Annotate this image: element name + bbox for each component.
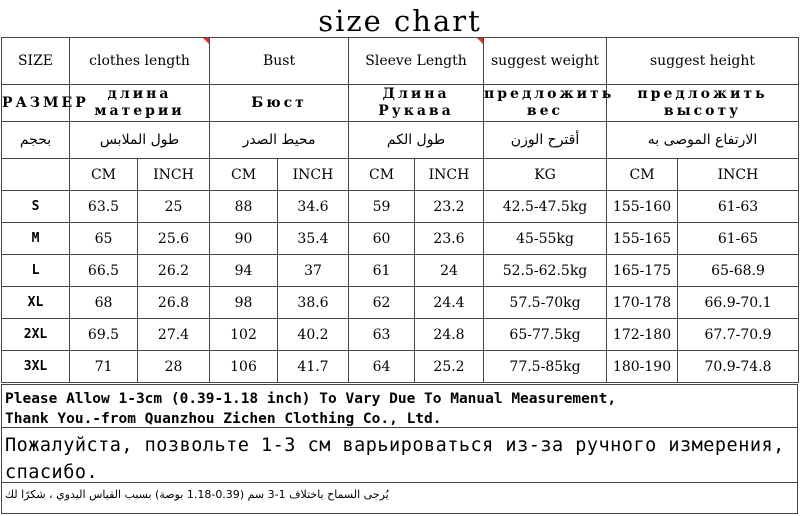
value-cell: 65-77.5kg (484, 319, 607, 351)
note-arabic: يُرجى السماح باختلاف 1-3 سم (0.39-1.18 بوصة) بسبب القياس اليدوي ، شكرًا لك (5, 488, 389, 501)
value-cell: 66.5 (70, 255, 138, 287)
value-cell: 62 (349, 287, 415, 319)
header-row-ar (2, 122, 799, 159)
value-cell: 88 (210, 191, 278, 223)
value-cell: 23.2 (415, 191, 484, 223)
value-cell: 59 (349, 191, 415, 223)
unit-cell: CM (607, 159, 678, 191)
header-suggest-weight: suggest weight (484, 38, 607, 85)
table-row (2, 191, 799, 223)
value-cell: 45-55kg (484, 223, 607, 255)
header-sleeve-length: Sleeve Length (349, 38, 484, 85)
value-cell: 28 (138, 351, 210, 383)
value-cell: 165-175 (607, 255, 678, 287)
value-cell: 26.8 (138, 287, 210, 319)
value-cell: 25.2 (415, 351, 484, 383)
data-rows (2, 191, 799, 383)
value-cell: 42.5-47.5kg (484, 191, 607, 223)
size-cell: XL (2, 287, 70, 319)
divider (2, 482, 797, 483)
value-cell: 24.4 (415, 287, 484, 319)
header-clothes-length: clothes length (70, 38, 210, 85)
value-cell: 67.7-70.9 (678, 319, 799, 351)
value-cell: 38.6 (278, 287, 349, 319)
value-cell: 25 (138, 191, 210, 223)
unit-cell: INCH (678, 159, 799, 191)
header-bust-ru: Бюст (210, 85, 349, 122)
value-cell: 24 (415, 255, 484, 287)
table-row (2, 351, 799, 383)
header-bust-ar: محيط الصدر (210, 122, 349, 159)
unit-cell: CM (210, 159, 278, 191)
table-row (2, 319, 799, 351)
value-cell: 35.4 (278, 223, 349, 255)
size-chart-table (1, 37, 799, 383)
value-cell: 23.6 (415, 223, 484, 255)
value-cell: 61-63 (678, 191, 799, 223)
table-row (2, 255, 799, 287)
value-cell: 71 (70, 351, 138, 383)
value-cell: 66.9-70.1 (678, 287, 799, 319)
value-cell: 172-180 (607, 319, 678, 351)
value-cell: 41.7 (278, 351, 349, 383)
value-cell: 94 (210, 255, 278, 287)
value-cell: 34.6 (278, 191, 349, 223)
table-row (2, 287, 799, 319)
header-suggest-height-ar: الارتفاع الموصى به (607, 122, 799, 159)
divider (2, 427, 797, 428)
size-cell: 3XL (2, 351, 70, 383)
value-cell: 64 (349, 351, 415, 383)
unit-cell: CM (349, 159, 415, 191)
unit-cell-empty (2, 159, 70, 191)
value-cell: 70.9-74.8 (678, 351, 799, 383)
header-sleeve-length-ar: طول الكم (349, 122, 484, 159)
value-cell: 37 (278, 255, 349, 287)
value-cell: 61 (349, 255, 415, 287)
value-cell: 77.5-85kg (484, 351, 607, 383)
value-cell: 57.5-70kg (484, 287, 607, 319)
unit-cell: INCH (278, 159, 349, 191)
size-cell: 2XL (2, 319, 70, 351)
header-size: SIZE (2, 38, 70, 85)
unit-row (2, 159, 799, 191)
unit-cell: CM (70, 159, 138, 191)
value-cell: 65 (70, 223, 138, 255)
notes-box (1, 384, 798, 514)
header-row-ru (2, 85, 799, 122)
value-cell: 155-160 (607, 191, 678, 223)
value-cell: 27.4 (138, 319, 210, 351)
value-cell: 65-68.9 (678, 255, 799, 287)
value-cell: 25.6 (138, 223, 210, 255)
value-cell: 180-190 (607, 351, 678, 383)
header-suggest-weight-ru: предложить вес (484, 85, 607, 122)
header-size-ru: РАЗМЕР (2, 85, 70, 122)
value-cell: 102 (210, 319, 278, 351)
value-cell: 170-178 (607, 287, 678, 319)
value-cell: 63 (349, 319, 415, 351)
value-cell: 61-65 (678, 223, 799, 255)
value-cell: 90 (210, 223, 278, 255)
note-english: Please Allow 1-3cm (0.39-1.18 inch) To Vary Due To Manual Measurement, Thank You.-from Quanzhou Zichen Clothing Co., Ltd. (5, 391, 617, 427)
value-cell: 24.8 (415, 319, 484, 351)
note-russian: Пожалуйста, позвольте 1-3 см варьироваться из-за ручного измерения, спасибо. (5, 435, 785, 483)
header-row-en (2, 38, 799, 85)
value-cell: 106 (210, 351, 278, 383)
value-cell: 69.5 (70, 319, 138, 351)
value-cell: 63.5 (70, 191, 138, 223)
table-row (2, 223, 799, 255)
unit-cell: INCH (415, 159, 484, 191)
value-cell: 98 (210, 287, 278, 319)
value-cell: 68 (70, 287, 138, 319)
value-cell: 60 (349, 223, 415, 255)
header-suggest-height-ru: предложить высоту (607, 85, 799, 122)
header-bust: Bust (210, 38, 349, 85)
size-cell: S (2, 191, 70, 223)
value-cell: 52.5-62.5kg (484, 255, 607, 287)
size-cell: M (2, 223, 70, 255)
value-cell: 40.2 (278, 319, 349, 351)
size-cell: L (2, 255, 70, 287)
value-cell: 155-165 (607, 223, 678, 255)
header-suggest-height: suggest height (607, 38, 799, 85)
unit-cell: INCH (138, 159, 210, 191)
value-cell: 26.2 (138, 255, 210, 287)
page-title: size chart (318, 4, 482, 38)
header-clothes-length-ru: длина материи (70, 85, 210, 122)
header-sleeve-length-ru: Длина Рукава (349, 85, 484, 122)
header-suggest-weight-ar: أقترح الوزن (484, 122, 607, 159)
header-size-ar: بحجم (2, 122, 70, 159)
header-clothes-length-ar: طول الملابس (70, 122, 210, 159)
unit-cell: KG (484, 159, 607, 191)
